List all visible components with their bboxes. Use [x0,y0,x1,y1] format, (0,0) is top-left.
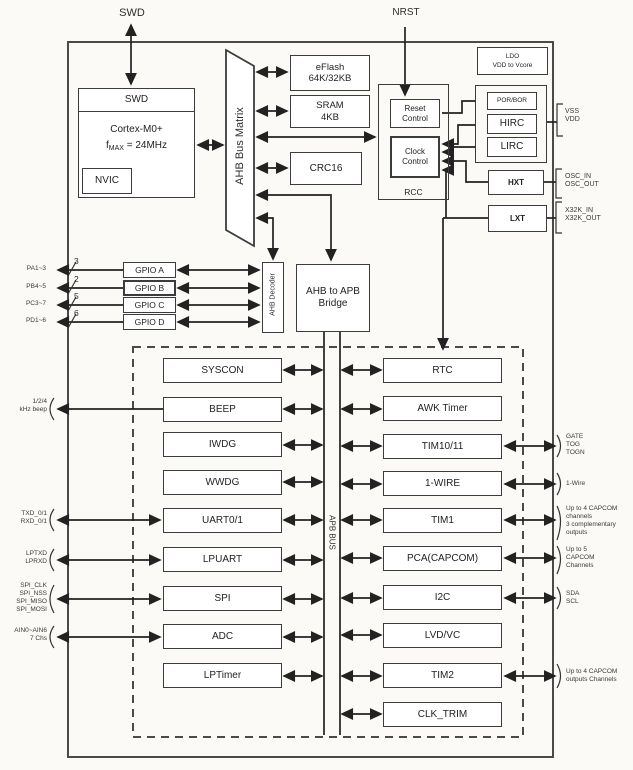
i2c-block: I2C [383,585,502,610]
iwdg-block: IWDG [163,432,282,457]
gpio-b-block: GPIO B [123,280,176,296]
nvic-block: NVIC [82,168,132,194]
lpuart-block: LPUART [163,547,282,572]
pca-block: PCA(CAPCOM) [383,546,502,571]
reset-control-block: Reset Control [390,99,440,128]
tim2-block: TIM2 [383,663,502,688]
clk-trim-block: CLK_TRIM [383,702,502,727]
lptimer-block: LPTimer [163,663,282,688]
one-wire-block: 1-WIRE [383,471,502,496]
gpio-c-count: 5 [74,291,79,301]
lpuart-ext-labels: LPTXD LPRXD [25,550,47,565]
hirc-block: HIRC [487,114,537,134]
lxt-pin-labels: X32K_IN X32K_OUT [565,207,601,222]
swd-pin-label: SWD [119,7,145,19]
ahb-decoder-label: AHB Decoder [269,273,277,316]
gpio-d-count: 6 [74,308,79,318]
beep-ext-labels: 1/2/4 kHz beep [19,398,47,413]
lirc-block: LIRC [487,137,537,157]
hxt-block: HXT [488,170,544,195]
tim2-ext-labels: Up to 4 CAPCOM outputs Channels [566,668,618,683]
gpio-c-pins: PC3~7 [25,300,46,307]
beep-block: BEEP [163,397,282,422]
gpio-b-count: 2 [74,274,79,284]
spi-block: SPI [163,586,282,611]
uart-ext-labels: TXD_0/1 RXD_0/1 [20,510,47,525]
ahb-bus-matrix-label: AHB Bus Matrix [234,107,246,185]
rcc-group-box: RCC [378,84,449,200]
sram-block: SRAM 4KB [290,95,370,128]
crc16-block: CRC16 [290,152,362,185]
uart01-block: UART0/1 [163,508,282,533]
gpio-d-pins: PD1~6 [25,317,46,324]
gpio-d-block: GPIO D [123,314,176,330]
por-bor-block: POR/BOR [487,92,537,110]
gpio-b-pins: PB4~5 [26,283,46,290]
adc-ext-labels: AIN0~AIN6 7 Chs [14,627,47,642]
gpio-a-block: GPIO A [123,262,176,278]
eflash-block: eFlash 64K/32KB [290,55,370,91]
rtc-block: RTC [383,358,502,383]
tim1-block: TIM1 [383,508,502,533]
cpu-swd-header: SWD [79,89,194,112]
tim10-11-block: TIM10/11 [383,434,502,459]
gpio-a-pins: PA1~3 [26,265,46,272]
lvd-vc-block: LVD/VC [383,623,502,648]
tim10-11-ext-labels: GATE TOG TOGN [566,433,585,456]
hxt-pin-labels: OSC_IN OSC_OUT [565,173,599,188]
apb-bus-label: APB BUS [327,515,337,550]
ldo-block: LDO VDD to Vcore [477,47,548,75]
lxt-block: LXT [488,205,547,232]
spi-ext-labels: SPI_CLK SPI_NSS SPI_MISO SPI_MOSI [16,582,47,613]
ahb-apb-bridge-block: AHB to APB Bridge [296,264,370,332]
clock-control-block: Clock Control [390,136,440,178]
cpu-name: Cortex-M0+ [110,124,163,135]
power-pin-labels: VSS VDD [565,108,580,123]
gpio-c-block: GPIO C [123,297,176,313]
adc-block: ADC [163,624,282,649]
pca-ext-labels: Up to 5 CAPCOM Channels [566,546,595,569]
one-wire-ext-label: 1-Wire [566,480,586,487]
cpu-frequency: $f_{MAX} = 24MHz$ [105,140,168,152]
tim1-ext-labels: Up to 4 CAPCOM channels 3 complementary outputs [566,505,618,536]
gpio-a-count: 3 [74,256,79,266]
wwdg-block: WWDG [163,470,282,495]
nrst-pin-label: NRST [392,7,420,18]
i2c-ext-labels: SDA SCL [566,590,580,605]
awk-timer-block: AWK Timer [383,396,502,421]
syscon-block: SYSCON [163,358,282,383]
